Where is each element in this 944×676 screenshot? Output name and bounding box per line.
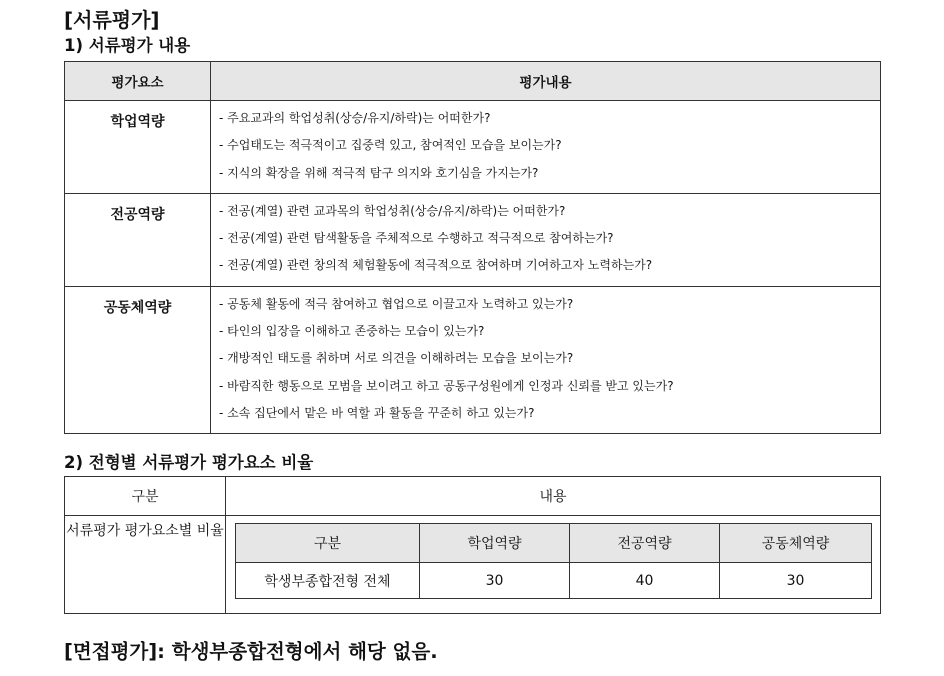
inner-header-row bbox=[236, 524, 872, 563]
inner-header-major: 전공역량 bbox=[570, 524, 720, 563]
section-2-title: 2) 전형별 서류평가 평가요소 비율 bbox=[64, 453, 314, 472]
ratio-header-content: 내용 bbox=[226, 477, 881, 516]
table-row-community bbox=[65, 286, 881, 433]
evaluation-content-table bbox=[64, 61, 881, 434]
factor-major: 전공역량 bbox=[65, 193, 211, 286]
inner-header-community: 공동체역량 bbox=[720, 524, 872, 563]
inner-value-academic: 30 bbox=[420, 563, 570, 599]
criteria-item: - 소속 집단에서 맡은 바 역할 과 활동을 꾸준히 하고 있는가? bbox=[219, 405, 535, 420]
section-1-title: 1) 서류평가 내용 bbox=[64, 36, 191, 55]
header-content: 평가내용 bbox=[211, 62, 881, 101]
inner-value-major: 40 bbox=[570, 563, 720, 599]
criteria-item: - 공동체 활동에 적극 참여하고 협업으로 이끌고자 노력하고 있는가? bbox=[219, 296, 574, 311]
criteria-item: - 개방적인 태도를 취하며 서로 의견을 이해하려는 모습을 보이는가? bbox=[219, 351, 574, 366]
inner-header-academic: 학업역량 bbox=[420, 524, 570, 563]
table-row-major bbox=[65, 193, 881, 286]
header-factor: 평가요소 bbox=[65, 62, 211, 101]
ratio-header-row bbox=[65, 477, 881, 516]
ratio-table bbox=[64, 476, 881, 614]
interview-note: [면접평가]: 학생부종합전형에서 해당 없음. bbox=[64, 640, 438, 663]
criteria-list-major bbox=[211, 193, 881, 286]
criteria-item: - 전공(계열) 관련 교과목의 학업성취(상승/유지/하락)는 어떠한가? bbox=[219, 203, 566, 218]
table-header-row bbox=[65, 62, 881, 101]
inner-value-type: 학생부종합전형 전체 bbox=[236, 563, 420, 599]
ratio-inner-table bbox=[235, 523, 872, 599]
factor-academic: 학업역량 bbox=[65, 101, 211, 194]
inner-header-category: 구분 bbox=[236, 524, 420, 563]
factor-community: 공동체역량 bbox=[65, 286, 211, 433]
criteria-item: - 수업태도는 적극적이고 집중력 있고, 참여적인 모습을 보이는가? bbox=[219, 138, 562, 153]
criteria-list-academic bbox=[211, 101, 881, 194]
criteria-item: - 전공(계열) 관련 창의적 체험활동에 적극적으로 참여하며 기여하고자 노력하는가? bbox=[219, 258, 653, 273]
ratio-header-category: 구분 bbox=[65, 477, 226, 516]
criteria-item: - 전공(계열) 관련 탐색활동을 주체적으로 수행하고 적극적으로 참여하는가? bbox=[219, 231, 614, 246]
table-row-academic bbox=[65, 101, 881, 194]
criteria-item: - 주요교과의 학업성취(상승/유지/하락)는 어떠한가? bbox=[219, 111, 491, 125]
criteria-list-community bbox=[211, 286, 881, 433]
inner-value-community: 30 bbox=[720, 563, 872, 599]
criteria-item: - 타인의 입장을 이해하고 존중하는 모습이 있는가? bbox=[219, 324, 485, 339]
ratio-content-cell bbox=[226, 516, 881, 614]
page-title: [서류평가] bbox=[64, 8, 160, 32]
criteria-item: - 바람직한 행동으로 모범을 보이려고 하고 공동구성원에게 인정과 신뢰를 받고 있는가? bbox=[219, 378, 674, 393]
criteria-item: - 지식의 확장을 위해 적극적 탐구 의지와 호기심을 가지는가? bbox=[219, 165, 539, 180]
ratio-row-label: 서류평가 평가요소별 비율 bbox=[65, 516, 226, 614]
ratio-body-row bbox=[65, 516, 881, 614]
inner-value-row bbox=[236, 563, 872, 599]
